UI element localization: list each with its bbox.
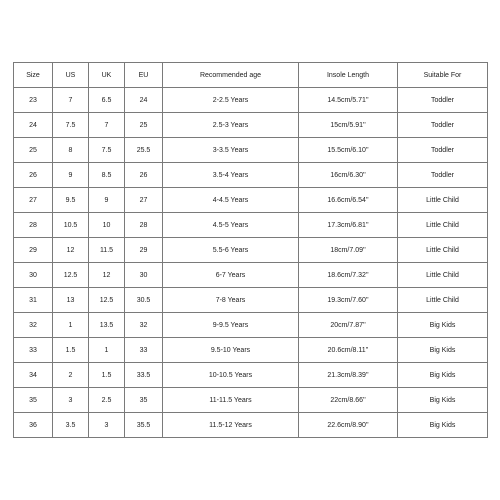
- cell-recommended-age: 4-4.5 Years: [163, 188, 299, 213]
- table-row: [14, 288, 488, 313]
- cell-us: 8: [53, 138, 89, 163]
- cell-suitable-for: Little Child: [398, 263, 488, 288]
- cell-insole-length: 16cm/6.30'': [299, 163, 398, 188]
- cell-insole-length: 15.5cm/6.10'': [299, 138, 398, 163]
- cell-suitable-for: Toddler: [398, 113, 488, 138]
- cell-uk: 2.5: [89, 388, 125, 413]
- cell-suitable-for: Toddler: [398, 163, 488, 188]
- cell-eu: 25: [125, 113, 163, 138]
- cell-us: 7.5: [53, 113, 89, 138]
- cell-insole-length: 18.6cm/7.32'': [299, 263, 398, 288]
- table-row: [14, 338, 488, 363]
- table-row: [14, 363, 488, 388]
- cell-recommended-age: 3-3.5 Years: [163, 138, 299, 163]
- cell-recommended-age: 2.5-3 Years: [163, 113, 299, 138]
- cell-eu: 26: [125, 163, 163, 188]
- table-row: [14, 413, 488, 438]
- cell-insole-length: 20.6cm/8.11'': [299, 338, 398, 363]
- cell-eu: 25.5: [125, 138, 163, 163]
- cell-insole-length: 22.6cm/8.90'': [299, 413, 398, 438]
- cell-size: 32: [14, 313, 53, 338]
- cell-uk: 1.5: [89, 363, 125, 388]
- cell-size: 34: [14, 363, 53, 388]
- cell-uk: 7.5: [89, 138, 125, 163]
- cell-size: 31: [14, 288, 53, 313]
- cell-eu: 24: [125, 88, 163, 113]
- cell-size: 23: [14, 88, 53, 113]
- cell-us: 7: [53, 88, 89, 113]
- cell-uk: 7: [89, 113, 125, 138]
- header-size: Size: [14, 63, 53, 88]
- cell-us: 9.5: [53, 188, 89, 213]
- cell-us: 1: [53, 313, 89, 338]
- cell-eu: 30.5: [125, 288, 163, 313]
- cell-eu: 33.5: [125, 363, 163, 388]
- cell-suitable-for: Toddler: [398, 138, 488, 163]
- cell-insole-length: 18cm/7.09'': [299, 238, 398, 263]
- size-chart-table: [13, 62, 488, 438]
- header-insole-length: Insole Length: [299, 63, 398, 88]
- table-row: [14, 388, 488, 413]
- cell-size: 25: [14, 138, 53, 163]
- cell-size: 36: [14, 413, 53, 438]
- cell-recommended-age: 3.5-4 Years: [163, 163, 299, 188]
- cell-us: 12.5: [53, 263, 89, 288]
- table-row: [14, 238, 488, 263]
- header-us: US: [53, 63, 89, 88]
- cell-us: 12: [53, 238, 89, 263]
- cell-suitable-for: Big Kids: [398, 313, 488, 338]
- cell-eu: 30: [125, 263, 163, 288]
- cell-uk: 10: [89, 213, 125, 238]
- cell-insole-length: 20cm/7.87'': [299, 313, 398, 338]
- cell-suitable-for: Big Kids: [398, 413, 488, 438]
- cell-us: 3: [53, 388, 89, 413]
- cell-uk: 3: [89, 413, 125, 438]
- cell-uk: 9: [89, 188, 125, 213]
- cell-eu: 27: [125, 188, 163, 213]
- cell-suitable-for: Big Kids: [398, 388, 488, 413]
- cell-size: 29: [14, 238, 53, 263]
- cell-suitable-for: Little Child: [398, 238, 488, 263]
- table-row: [14, 163, 488, 188]
- cell-suitable-for: Little Child: [398, 213, 488, 238]
- cell-eu: 35.5: [125, 413, 163, 438]
- cell-eu: 29: [125, 238, 163, 263]
- cell-insole-length: 22cm/8.66'': [299, 388, 398, 413]
- cell-suitable-for: Big Kids: [398, 338, 488, 363]
- table-row: [14, 138, 488, 163]
- header-recommended-age: Recommended age: [163, 63, 299, 88]
- cell-size: 35: [14, 388, 53, 413]
- cell-insole-length: 19.3cm/7.60'': [299, 288, 398, 313]
- cell-suitable-for: Big Kids: [398, 363, 488, 388]
- cell-us: 9: [53, 163, 89, 188]
- cell-suitable-for: Little Child: [398, 288, 488, 313]
- size-chart-body: [14, 88, 488, 438]
- table-row: [14, 313, 488, 338]
- header-row: [14, 63, 488, 88]
- table-row: [14, 188, 488, 213]
- cell-recommended-age: 9-9.5 Years: [163, 313, 299, 338]
- cell-uk: 13.5: [89, 313, 125, 338]
- table-row: [14, 213, 488, 238]
- cell-eu: 35: [125, 388, 163, 413]
- cell-us: 10.5: [53, 213, 89, 238]
- cell-uk: 8.5: [89, 163, 125, 188]
- cell-recommended-age: 9.5-10 Years: [163, 338, 299, 363]
- cell-recommended-age: 4.5-5 Years: [163, 213, 299, 238]
- cell-uk: 1: [89, 338, 125, 363]
- cell-recommended-age: 6-7 Years: [163, 263, 299, 288]
- cell-size: 28: [14, 213, 53, 238]
- header-suitable-for: Suitable For: [398, 63, 488, 88]
- table-row: [14, 88, 488, 113]
- cell-us: 13: [53, 288, 89, 313]
- header-uk: UK: [89, 63, 125, 88]
- cell-uk: 12.5: [89, 288, 125, 313]
- table-row: [14, 113, 488, 138]
- cell-recommended-age: 7-8 Years: [163, 288, 299, 313]
- cell-size: 27: [14, 188, 53, 213]
- cell-recommended-age: 10-10.5 Years: [163, 363, 299, 388]
- cell-recommended-age: 11-11.5 Years: [163, 388, 299, 413]
- cell-suitable-for: Little Child: [398, 188, 488, 213]
- cell-size: 33: [14, 338, 53, 363]
- cell-insole-length: 17.3cm/6.81'': [299, 213, 398, 238]
- header-eu: EU: [125, 63, 163, 88]
- cell-us: 3.5: [53, 413, 89, 438]
- cell-uk: 11.5: [89, 238, 125, 263]
- cell-insole-length: 15cm/5.91'': [299, 113, 398, 138]
- cell-eu: 32: [125, 313, 163, 338]
- cell-recommended-age: 2-2.5 Years: [163, 88, 299, 113]
- cell-insole-length: 14.5cm/5.71'': [299, 88, 398, 113]
- cell-uk: 12: [89, 263, 125, 288]
- size-chart-header: [14, 63, 488, 88]
- cell-insole-length: 16.6cm/6.54'': [299, 188, 398, 213]
- table-row: [14, 263, 488, 288]
- cell-suitable-for: Toddler: [398, 88, 488, 113]
- cell-uk: 6.5: [89, 88, 125, 113]
- cell-eu: 33: [125, 338, 163, 363]
- cell-us: 2: [53, 363, 89, 388]
- cell-insole-length: 21.3cm/8.39'': [299, 363, 398, 388]
- cell-size: 26: [14, 163, 53, 188]
- cell-us: 1.5: [53, 338, 89, 363]
- cell-eu: 28: [125, 213, 163, 238]
- cell-recommended-age: 5.5-6 Years: [163, 238, 299, 263]
- cell-size: 30: [14, 263, 53, 288]
- cell-size: 24: [14, 113, 53, 138]
- cell-recommended-age: 11.5-12 Years: [163, 413, 299, 438]
